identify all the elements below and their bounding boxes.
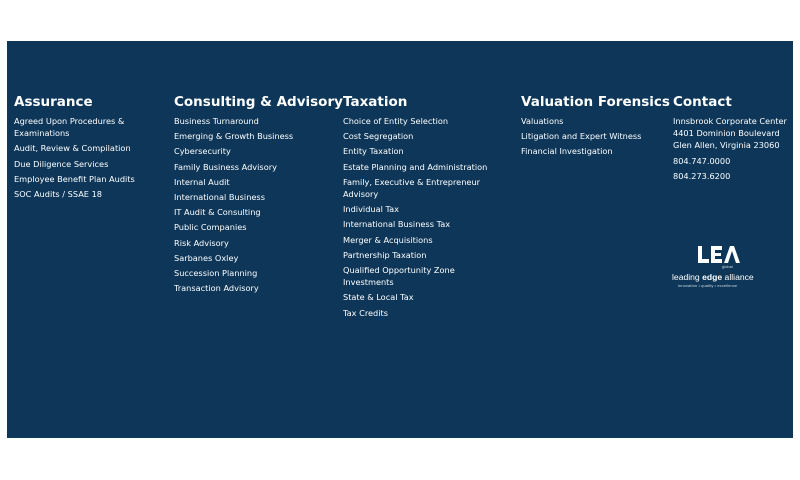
taxation-link[interactable]: Tax Credits — [343, 307, 388, 318]
list-item[interactable] — [343, 161, 508, 173]
consulting-column — [174, 94, 343, 297]
list-item[interactable] — [343, 234, 508, 246]
contact-column — [673, 94, 788, 182]
assurance-heading: Assurance — [14, 94, 93, 110]
list-item[interactable] — [174, 161, 334, 173]
taxation-list — [343, 115, 508, 319]
taxation-link[interactable]: Estate Planning and Administration — [343, 161, 488, 172]
list-item[interactable] — [521, 130, 666, 142]
list-item[interactable] — [174, 176, 334, 188]
contact-heading: Contact — [673, 94, 732, 110]
assurance-link[interactable]: Audit, Review & Compilation — [14, 143, 131, 154]
consulting-link[interactable]: Succession Planning — [174, 268, 258, 279]
lea-logo[interactable] — [672, 244, 772, 294]
consulting-link[interactable]: International Business — [174, 192, 265, 203]
list-item[interactable] — [343, 115, 508, 127]
taxation-link[interactable]: Family, Executive & Entrepreneur Advisory — [343, 176, 480, 200]
taxation-link[interactable]: Merger & Acquisitions — [343, 234, 433, 245]
consulting-link[interactable]: Cybersecurity — [174, 146, 231, 157]
valuation-link[interactable]: Financial Investigation — [521, 146, 613, 157]
list-item[interactable] — [174, 145, 334, 157]
valuation-link[interactable]: Valuations — [521, 116, 564, 126]
list-item[interactable] — [343, 145, 508, 157]
taxation-link[interactable]: Qualified Opportunity Zone Investments — [343, 265, 455, 288]
list-item[interactable] — [174, 221, 334, 233]
list-item[interactable] — [174, 267, 334, 279]
assurance-link[interactable]: Employee Benefit Plan Audits — [14, 173, 135, 184]
list-item[interactable] — [174, 282, 334, 294]
list-item[interactable] — [343, 176, 508, 200]
list-item[interactable] — [343, 291, 508, 303]
consulting-link[interactable]: IT Audit & Consulting — [174, 207, 261, 218]
consulting-link[interactable]: Public Companies — [174, 222, 247, 233]
assurance-list — [14, 115, 154, 200]
consulting-link[interactable]: Family Business Advisory — [174, 161, 277, 172]
phone-link-secondary[interactable]: 804.273.6200 — [673, 170, 731, 181]
valuation-link[interactable]: Litigation and Expert Witness — [521, 131, 642, 142]
list-item[interactable] — [521, 145, 666, 157]
consulting-heading: Consulting & Advisory — [174, 94, 343, 110]
consulting-link[interactable]: Transaction Advisory — [174, 283, 259, 294]
valuation-heading: Valuation Forensics — [521, 94, 670, 110]
list-item[interactable] — [343, 130, 508, 142]
taxation-heading: Taxation — [343, 94, 408, 110]
list-item[interactable] — [174, 130, 334, 142]
assurance-link[interactable]: SOC Audits / SSAE 18 — [14, 189, 103, 200]
lea-tagline — [672, 272, 772, 282]
taxation-link[interactable]: Partnership Taxation — [343, 249, 427, 260]
phone-link-main[interactable]: 804.747.0000 — [673, 155, 731, 166]
list-item[interactable] — [14, 188, 154, 200]
lea-mark-icon — [696, 244, 742, 266]
consulting-link[interactable]: Internal Audit — [174, 176, 230, 187]
list-item[interactable] — [343, 307, 508, 319]
valuation-list — [521, 115, 666, 158]
consulting-list — [174, 115, 334, 294]
address-line: 4401 Dominion Boulevard — [673, 128, 780, 139]
tagline-bold: edge — [702, 272, 723, 282]
list-item[interactable] — [14, 158, 154, 170]
list-item[interactable] — [343, 203, 508, 215]
taxation-link[interactable]: International Business Tax — [343, 219, 451, 230]
taxation-link[interactable]: Choice of Entity Selection — [343, 116, 449, 126]
valuation-column — [521, 94, 670, 161]
tagline-part: leading — [672, 272, 703, 282]
assurance-column — [14, 94, 154, 203]
list-item[interactable] — [343, 249, 508, 261]
list-item[interactable] — [343, 218, 508, 230]
contact-address — [673, 115, 788, 152]
list-item[interactable] — [14, 115, 154, 139]
list-item[interactable] — [174, 237, 334, 249]
consulting-link[interactable]: Risk Advisory — [174, 237, 229, 248]
lea-global-label: global — [722, 264, 733, 269]
consulting-link[interactable]: Business Turnaround — [174, 116, 259, 126]
list-item[interactable] — [14, 173, 154, 185]
list-item[interactable] — [174, 115, 334, 127]
taxation-link[interactable]: Entity Taxation — [343, 146, 404, 157]
list-item[interactable] — [174, 206, 334, 218]
list-item[interactable] — [521, 115, 666, 127]
taxation-column — [343, 94, 508, 322]
list-item[interactable] — [174, 191, 334, 203]
address-line: Glen Allen, Virginia 23060 — [673, 140, 780, 151]
assurance-link[interactable]: Due Diligence Services — [14, 158, 109, 169]
address-line: Innsbrook Corporate Center — [673, 116, 787, 126]
taxation-link[interactable]: Individual Tax — [343, 204, 399, 215]
assurance-link[interactable]: Agreed Upon Procedures & Examinations — [14, 116, 125, 139]
taxation-link[interactable]: State & Local Tax — [343, 292, 414, 303]
list-item[interactable] — [174, 252, 334, 264]
list-item[interactable] — [343, 264, 508, 288]
lea-subtagline: innovation • quality • excellence — [678, 283, 738, 288]
taxation-link[interactable]: Cost Segregation — [343, 131, 414, 142]
list-item[interactable] — [14, 142, 154, 154]
tagline-part: alliance — [722, 272, 754, 282]
consulting-link[interactable]: Sarbanes Oxley — [174, 252, 239, 263]
consulting-link[interactable]: Emerging & Growth Business — [174, 131, 294, 142]
